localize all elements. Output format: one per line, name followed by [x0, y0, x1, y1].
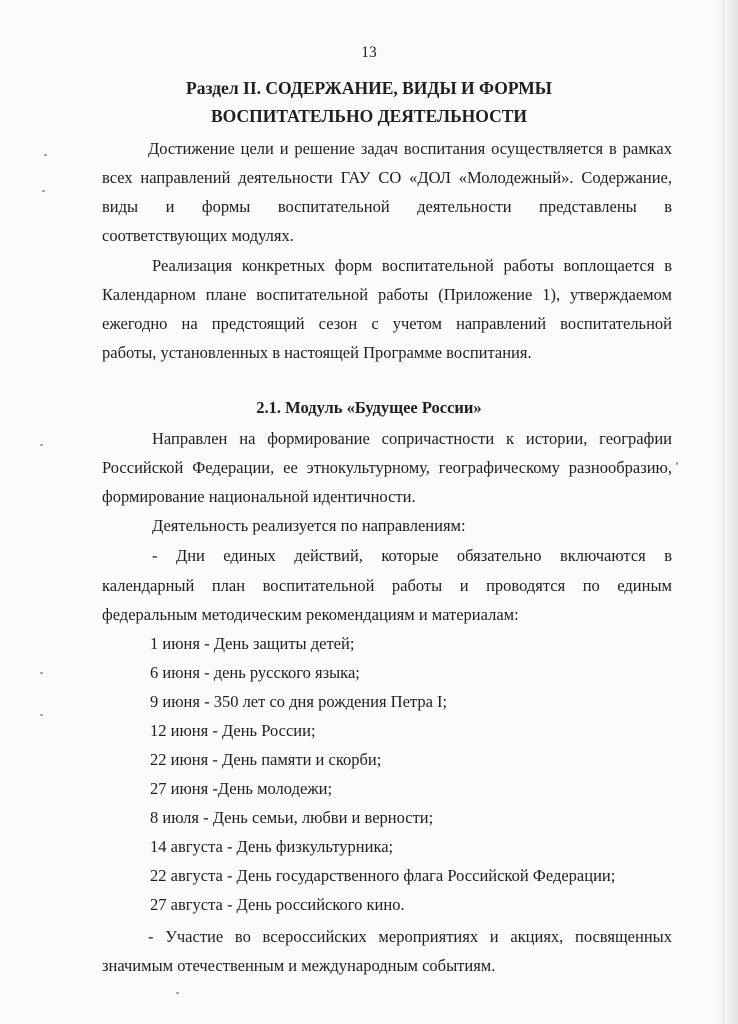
date-list-item: 9 июня - 350 лет со дня рождения Петра I;	[150, 692, 448, 711]
intro-paragraph-2-line: ежегодно на предстоящий сезон с учетом направлений воспитательной	[102, 314, 672, 333]
module-paragraph-2: Деятельность реализуется по направлениям:	[152, 516, 466, 535]
scan-speck	[676, 462, 678, 465]
intro-paragraph-2-line: работы, установленных в настоящей Программе воспитания.	[102, 343, 532, 362]
scan-speck	[176, 992, 179, 994]
scan-speck	[42, 190, 45, 192]
date-list-item: 27 июня -День молодежи;	[150, 779, 333, 798]
date-list-item: 27 августа - День российского кино.	[150, 895, 405, 914]
date-list-item: 1 июня - День защиты детей;	[150, 634, 355, 653]
section-title-line-2: ВОСПИТАТЕЛЬНО ДЕЯТЕЛЬНОСТИ	[210, 106, 528, 126]
date-list-item: 8 июля - День семьи, любви и верности;	[150, 808, 434, 827]
module-paragraph-3-line: федеральным методическим рекомендациям и материалам:	[102, 605, 519, 624]
intro-paragraph-1-line: виды и формы воспитательной деятельности представлены в	[102, 197, 672, 216]
intro-paragraph-1-line: соответствующих модулях.	[102, 226, 294, 245]
date-list-item: 22 августа - День государственного флага Российской Федерации;	[150, 866, 616, 885]
intro-paragraph-1-line: всех направлений деятельности ГАУ СО «ДОЛ «Молодежный». Содержание,	[102, 168, 672, 187]
module-paragraph-3-line: календарный план воспитательной работы и проводятся по единым	[102, 576, 672, 595]
scan-speck	[40, 672, 43, 674]
intro-paragraph-2-line: Календарном плане воспитательной работы (Приложение 1), утверждаемом	[102, 285, 672, 304]
date-list-item: 14 августа - День физкультурника;	[150, 837, 394, 856]
date-list-item: 12 июня - День России;	[150, 721, 316, 740]
page-edge-line	[723, 0, 724, 1024]
module-paragraph-1-line: Российской Федерации, ее этнокультурному, географическому разнообразию,	[102, 458, 672, 477]
intro-paragraph-1-line: Достижение цели и решение задач воспитания осуществляется в рамках	[148, 139, 672, 158]
date-list-item: 22 июня - День памяти и скорби;	[150, 750, 382, 769]
module-paragraph-4-line: - Участие во всероссийских мероприятиях и акциях, посвященных	[148, 927, 672, 946]
module-title: 2.1. Модуль «Будущее России»	[256, 398, 482, 417]
date-list-item: 6 июня - день русского языка;	[150, 663, 360, 682]
page-edge-shadow	[714, 0, 738, 1024]
module-paragraph-4-line: значимым отечественным и международным событиям.	[102, 956, 496, 975]
scan-speck	[40, 714, 43, 716]
intro-paragraph-2-line: Реализация конкретных форм воспитательной работы воплощается в	[152, 256, 672, 275]
module-paragraph-1-line: формирование национальной идентичности.	[102, 487, 416, 506]
module-paragraph-3-line: - Дни единых действий, которые обязательно включаются в	[152, 546, 672, 565]
scan-speck	[40, 444, 43, 446]
section-title-line-1: Раздел II. СОДЕРЖАНИЕ, ВИДЫ И ФОРМЫ	[186, 78, 552, 98]
page-number: 13	[361, 44, 377, 61]
scan-speck	[44, 154, 47, 156]
module-paragraph-1-line: Направлен на формирование сопричастности к истории, географии	[152, 429, 672, 448]
